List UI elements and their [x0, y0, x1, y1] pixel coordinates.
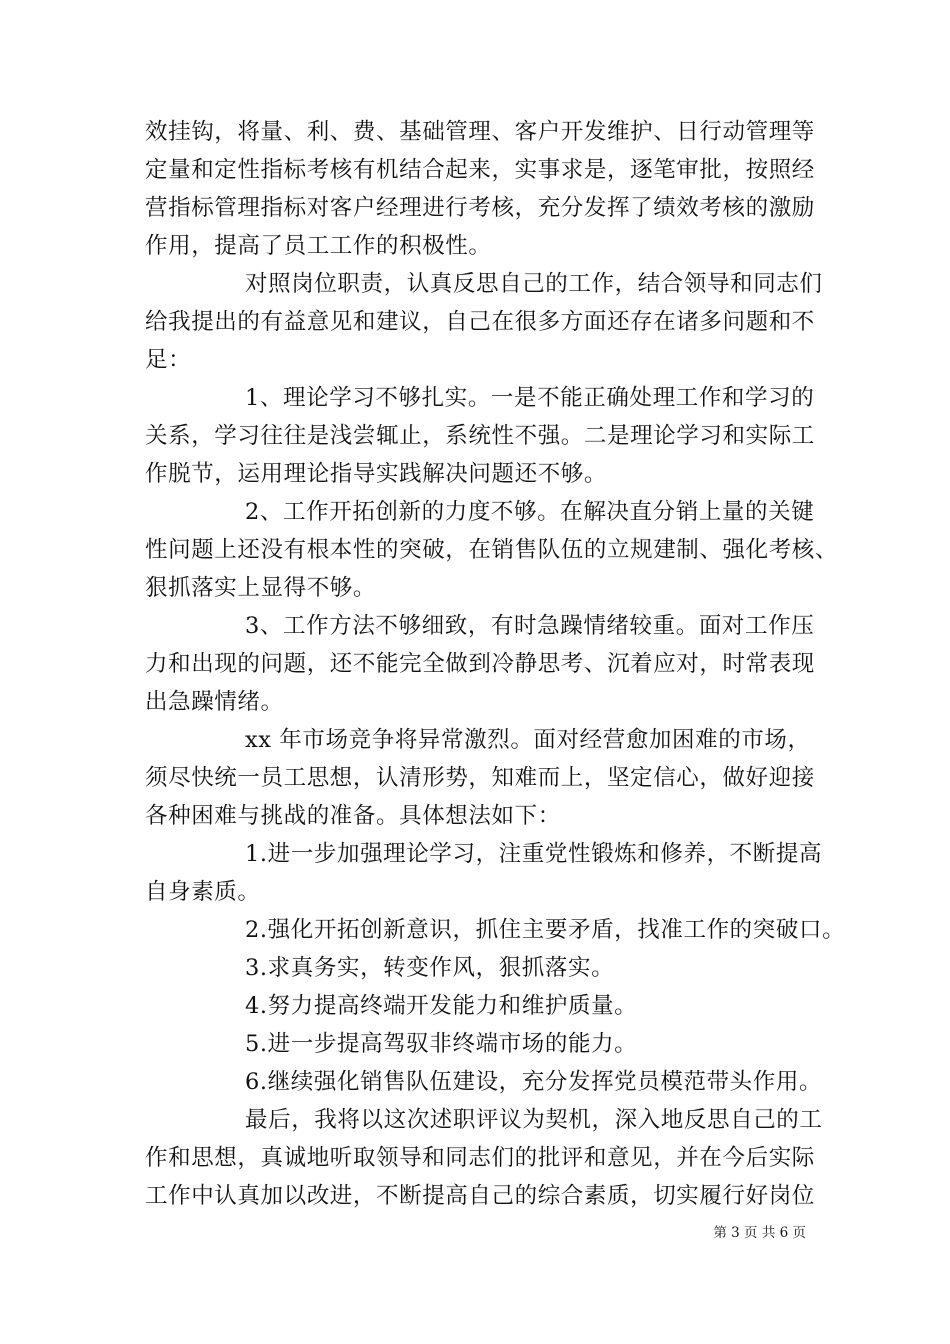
page-number-footer: 第 3 页 共 6 页: [713, 1225, 806, 1241]
text-line-8: 1、理论学习不够扎实。一是不能正确处理工作和学习的: [245, 385, 815, 411]
text-line-11: 2、工作开拓创新的力度不够。在解决直分销上量的关键: [245, 499, 815, 525]
text-line-16: 出急躁情绪。: [145, 689, 284, 715]
text-line-10: 作脱节，运用理论指导实践解决问题还不够。: [145, 461, 608, 487]
text-line-14: 3、工作方法不够细致，有时急躁情绪较重。面对工作压: [245, 613, 815, 639]
text-line-28: 作和思想，真诚地听取领导和同志们的批评和意见，并在今后实际: [145, 1145, 815, 1171]
text-line-12: 性问题上还没有根本性的突破，在销售队伍的立规建制、强化考核、: [145, 537, 839, 563]
text-line-29: 工作中认真加以改进，不断提高自己的综合素质，切实履行好岗位: [145, 1183, 815, 1209]
text-line-1: 效挂钩，将量、利、费、基础管理、客户开发维护、日行动管理等: [145, 119, 815, 145]
text-line-20: 1.进一步加强理论学习，注重党性锻炼和修养，不断提高: [245, 841, 823, 867]
text-line-21: 自身素质。: [145, 879, 261, 905]
text-line-3: 营指标管理指标对客户经理进行考核，充分发挥了绩效考核的激励: [145, 195, 815, 221]
text-line-23: 3.求真务实，转变作风，狠抓落实。: [245, 955, 615, 981]
text-line-27: 最后，我将以这次述职评议为契机，深入地反思自己的工: [245, 1107, 823, 1133]
text-line-5: 对照岗位职责，认真反思自己的工作，结合领导和同志们: [245, 271, 823, 297]
text-line-24: 4.努力提高终端开发能力和维护质量。: [245, 993, 638, 1019]
text-line-9: 关系，学习往往是浅尝辄止，系统性不强。二是理论学习和实际工: [145, 423, 815, 449]
text-line-7: 足：: [145, 347, 192, 373]
text-line-18: 须尽快统一员工思想，认清形势，知难而上，坚定信心，做好迎接: [145, 765, 815, 791]
text-line-17: xx 年市场竞争将异常激烈。面对经营愈加困难的市场，: [245, 727, 811, 753]
text-line-26: 6.继续强化销售队伍建设，充分发挥党员模范带头作用。: [245, 1069, 823, 1095]
text-line-2: 定量和定性指标考核有机结合起来，实事求是，逐笔审批，按照经: [145, 157, 815, 183]
text-line-15: 力和出现的问题，还不能完全做到冷静思考、沉着应对，时常表现: [145, 651, 815, 677]
text-line-19: 各种困难与挑战的准备。具体想法如下：: [145, 803, 561, 829]
text-line-13: 狠抓落实上显得不够。: [145, 575, 377, 601]
text-line-6: 给我提出的有益意见和建议，自己在很多方面还存在诸多问题和不: [145, 309, 815, 335]
text-line-25: 5.进一步提高驾驭非终端市场的能力。: [245, 1031, 638, 1057]
text-line-4: 作用，提高了员工工作的积极性。: [145, 233, 492, 259]
text-line-22: 2.强化开拓创新意识，抓住主要矛盾，找准工作的突破口。: [245, 917, 846, 943]
